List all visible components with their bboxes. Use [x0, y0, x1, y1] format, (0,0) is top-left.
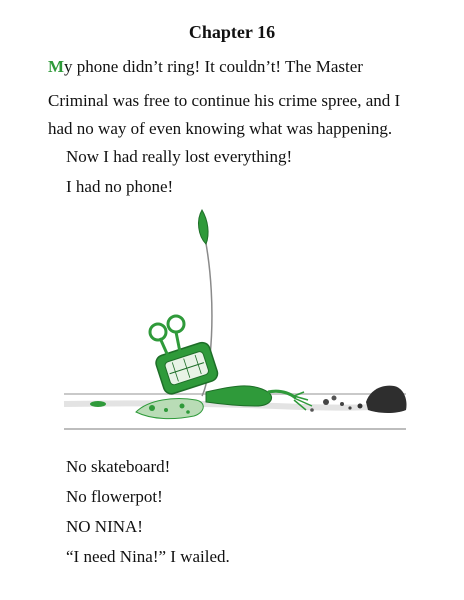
small-splash	[90, 401, 106, 407]
paragraph-4: No skateboard!	[66, 457, 171, 476]
drooping-tail	[206, 386, 272, 406]
eye-ring-left	[150, 324, 166, 340]
paragraph-6: NO NINA!	[66, 517, 143, 536]
dirt-pile	[366, 386, 407, 413]
drop-cap: M	[48, 57, 65, 76]
paragraph-3: I had no phone!	[66, 177, 174, 196]
antenna-leaf	[199, 210, 209, 244]
paragraph-1-line-3: had no way of even knowing what was happening.	[48, 119, 393, 138]
paragraph-5: No flowerpot!	[66, 487, 163, 506]
chapter-title: Chapter 16	[188, 22, 276, 42]
paragraph-1-line-2: Criminal was free to continue his crime spree, and I	[48, 91, 401, 110]
broken-phone-illustration	[56, 206, 416, 438]
paragraph-1-line-1	[48, 56, 363, 78]
paragraph-7: “I need Nina!” I wailed.	[66, 547, 230, 566]
paragraph-1-line-1-text: y phone didn’t ring! It couldn’t! The Master	[64, 57, 363, 76]
paragraph-2: Now I had really lost everything!	[66, 147, 293, 166]
eye-ring-right	[168, 316, 184, 332]
